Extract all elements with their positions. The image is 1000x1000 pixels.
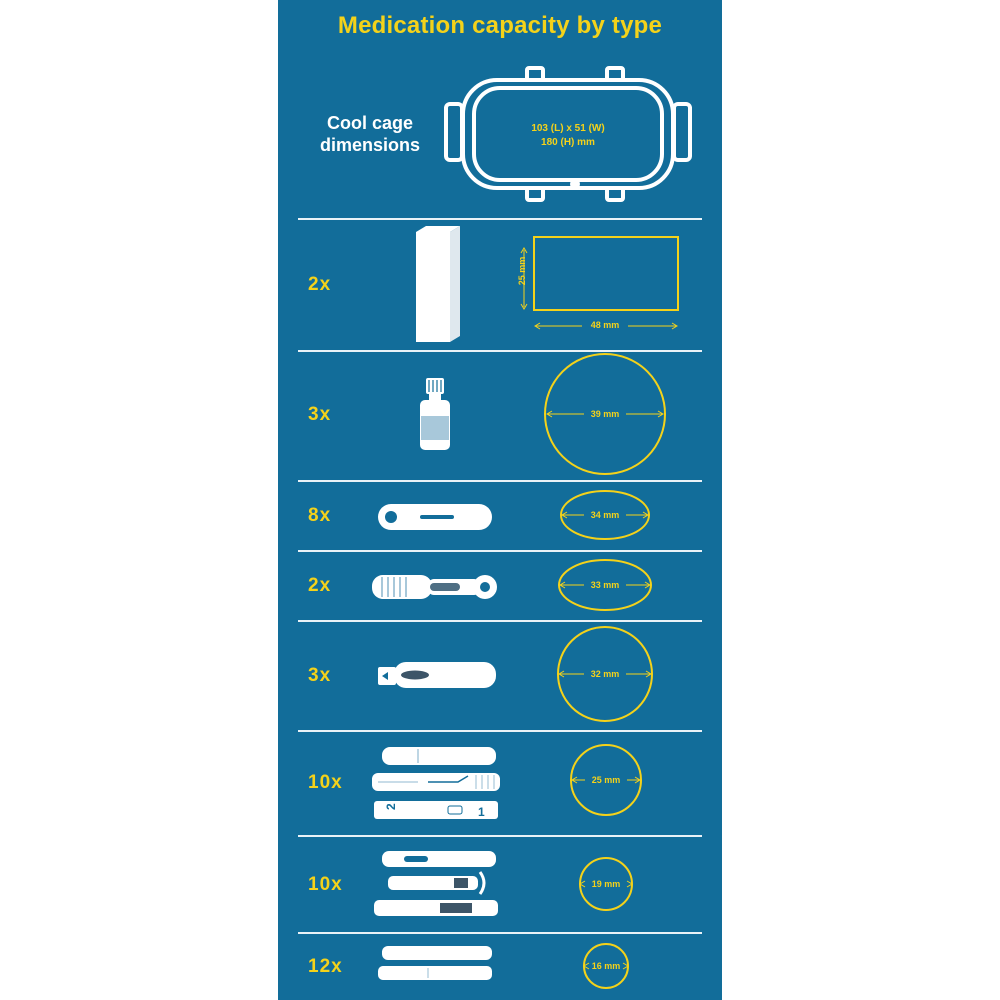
row-quantity: 3x [308,665,332,686]
arrow-layer [278,0,722,1000]
row-quantity: 2x [308,575,332,596]
height-label: 25 mm [517,256,527,286]
diameter-label: 34 mm [590,510,620,520]
row-quantity: 10x [308,772,343,793]
diameter-label: 33 mm [590,580,620,590]
diameter-label: 19 mm [591,879,621,889]
svg-text:1: 1 [478,805,485,819]
capacity-panel [278,0,722,1000]
svg-text:2: 2 [384,803,398,810]
cage-dims-line2: 180 (H) mm [541,137,595,148]
diameter-label: 39 mm [590,409,620,419]
cage-label-line2: dimensions [319,135,421,155]
diameter-label: 16 mm [591,961,621,971]
width-label: 48 mm [582,320,628,330]
cage-label-line1: Cool cage [326,113,414,133]
row-quantity: 3x [308,404,332,425]
cage-dims-line1: 103 (L) x 51 (W) [531,123,605,134]
row-quantity: 10x [308,874,343,895]
diameter-label: 25 mm [591,775,621,785]
page-title: Medication capacity by type [337,12,663,39]
row-quantity: 2x [308,274,332,295]
diameter-label: 32 mm [590,669,620,679]
row-quantity: 8x [308,505,332,526]
row-quantity: 12x [308,956,343,977]
